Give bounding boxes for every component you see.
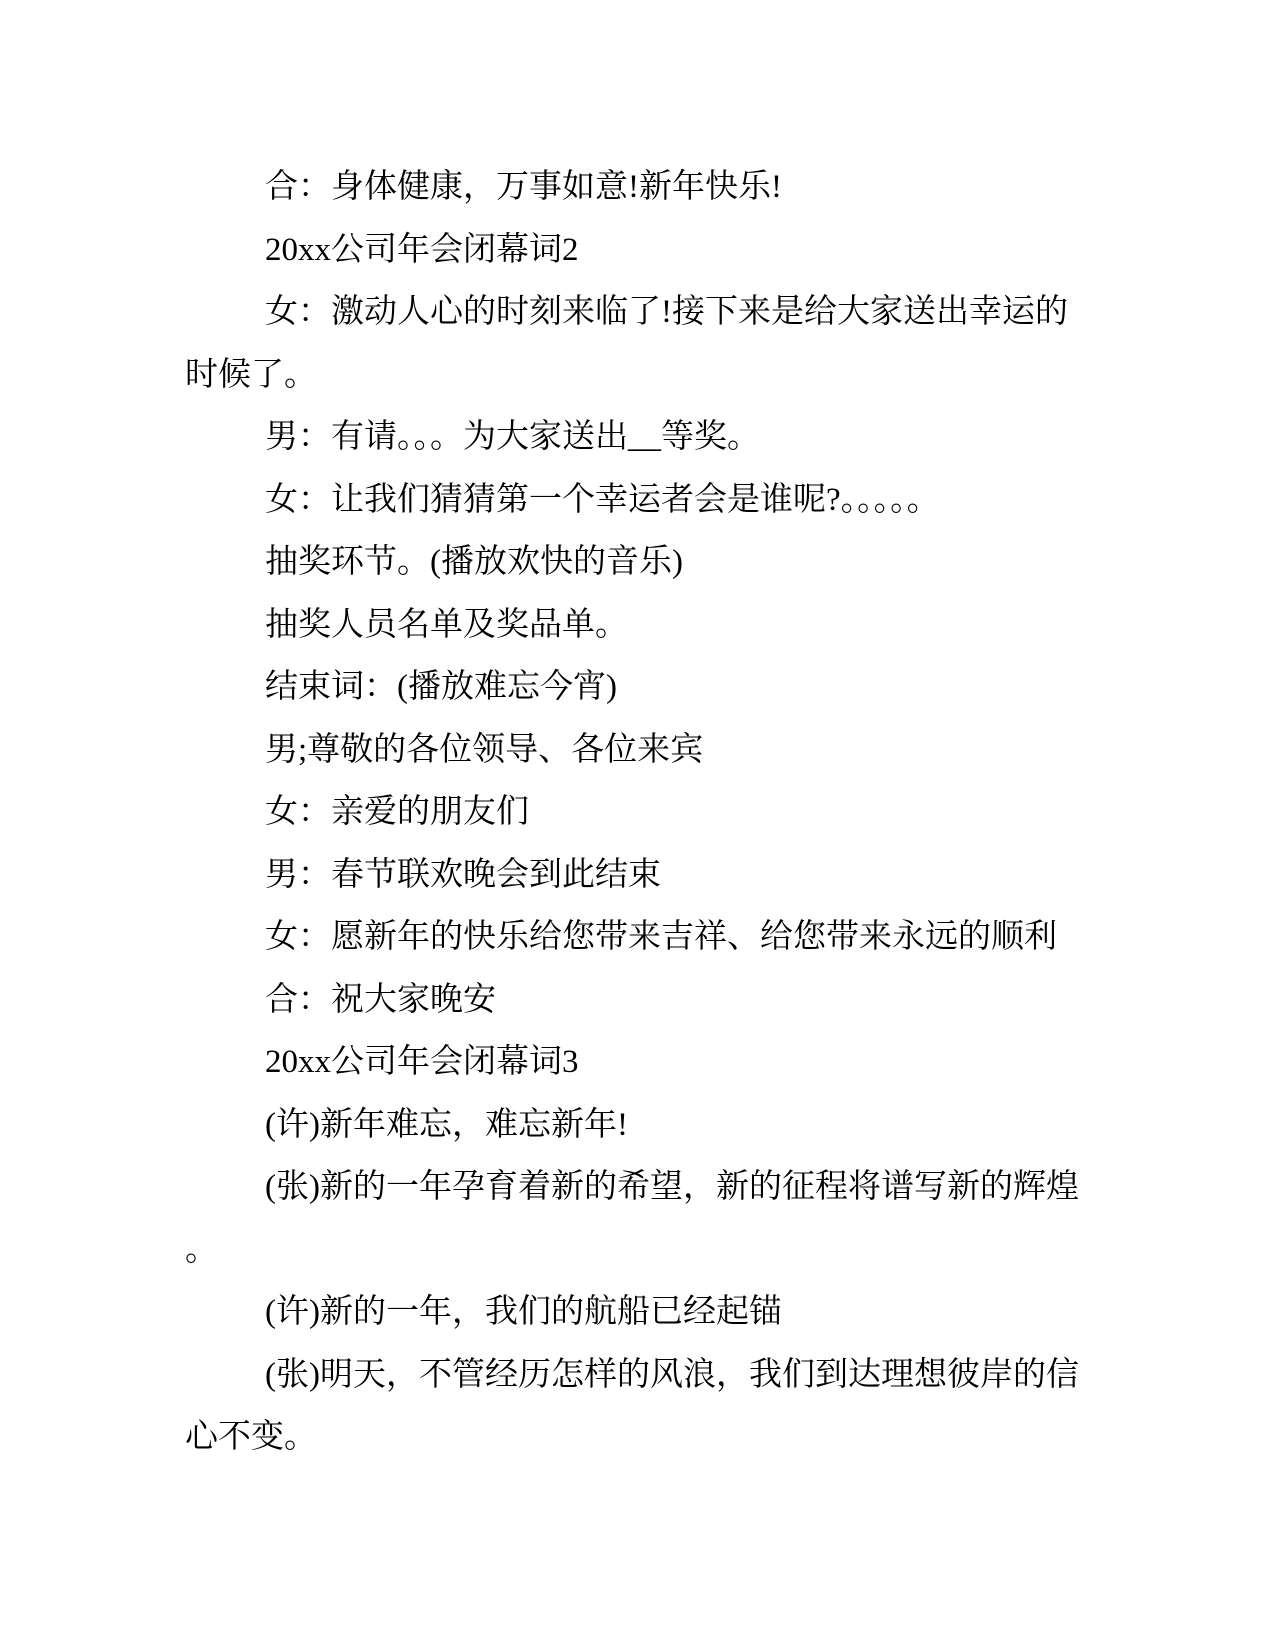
- paragraph-line: 合：身体健康，万事如意!新年快乐!: [265, 169, 782, 205]
- paragraph-line: 男：春节联欢晚会到此结束: [265, 856, 661, 893]
- document-text-block: [185, 156, 1105, 1469]
- paragraph-line: 女：亲爱的朋友们: [265, 794, 529, 830]
- paragraph-line: 抽奖人员名单及奖品单。: [265, 606, 628, 643]
- paragraph-line: 女：让我们猜猜第一个幸运者会是谁呢?。。。。。: [265, 481, 940, 518]
- section-title-2: 20xx公司年会闭幕词2: [265, 231, 579, 268]
- paragraph-line: 合：祝大家晚安: [265, 981, 496, 1018]
- paragraph-line: (张)新的一年孕育着新的希望，新的征程将谱写新的辉煌: [265, 1169, 1079, 1205]
- paragraph-line: 男：有请。。。为大家送出__等奖。: [265, 419, 760, 455]
- paragraph-line: 男;尊敬的各位领导、各位来宾: [265, 731, 704, 768]
- paragraph-line: (张)明天，不管经历怎样的风浪，我们到达理想彼岸的信: [265, 1356, 1079, 1393]
- paragraph-continuation-line: 时候了。: [185, 356, 317, 393]
- paragraph-line: 女：激动人心的时刻来临了!接下来是给大家送出幸运的: [265, 294, 1068, 330]
- section-title-3: 20xx公司年会闭幕词3: [265, 1044, 579, 1080]
- paragraph-line: (许)新年难忘，难忘新年!: [265, 1106, 628, 1143]
- paragraph-continuation-line: 。: [185, 1231, 218, 1268]
- paragraph-line: 女：愿新年的快乐给您带来吉祥、给您带来永远的顺利: [265, 919, 1057, 955]
- paragraph-line: 抽奖环节。(播放欢快的音乐): [265, 544, 683, 580]
- paragraph-line: (许)新的一年，我们的航船已经起锚: [265, 1294, 782, 1330]
- paragraph-continuation-line: 心不变。: [185, 1419, 317, 1455]
- paragraph-line: 结束词：(播放难忘今宵): [265, 669, 617, 705]
